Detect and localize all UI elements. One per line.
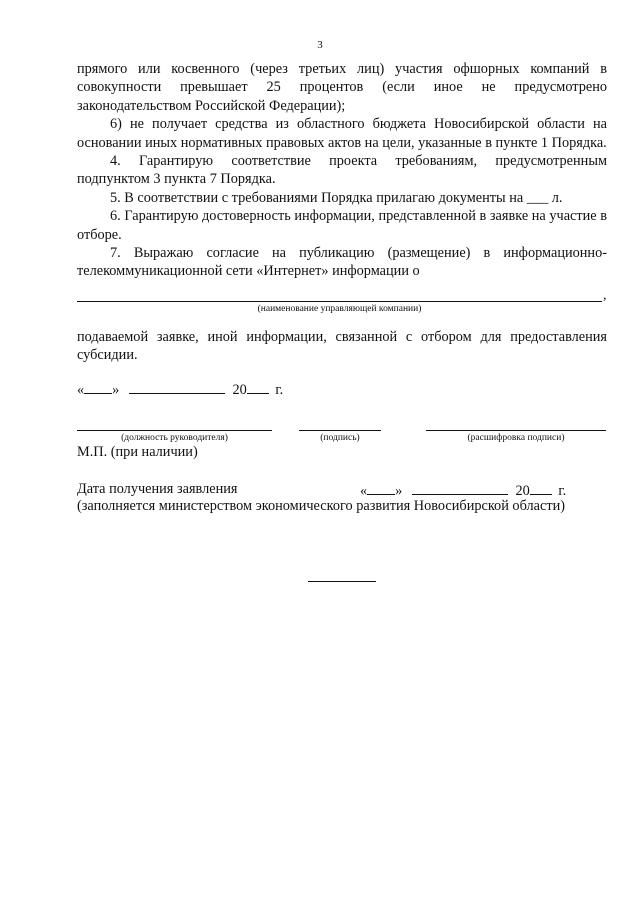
receipt-year-suffix: г. (558, 483, 567, 499)
signature-caption: (подпись) (320, 433, 360, 443)
decoding-line (426, 430, 606, 431)
paragraph-item-7-consent: 7. Выражаю согласие на публикацию (размещение) в информационно-телекоммуникационной сети «Интернет» информации о (77, 245, 607, 280)
end-separator-line (308, 581, 376, 582)
signature-line (299, 430, 381, 431)
paragraph-item-4-guarantee: 4. Гарантирую соответствие проекта требованиям, предусмотренным подпунктом 3 пункта 7 Порядка. (77, 153, 607, 188)
receipt-open-quote: « (360, 483, 368, 499)
date-open-quote: « (77, 382, 85, 398)
receipt-year-blank (530, 481, 552, 495)
receipt-day-blank (367, 481, 395, 495)
receipt-note: (заполняется министерством экономического развития Новосибирской области) (77, 498, 565, 514)
paragraph-after-company: подаваемой заявке, иной информации, связанной с отбором для предоставления субсидии. (77, 329, 607, 364)
paragraph-item-6-accuracy: 6. Гарантирую достоверность информации, представленной в заявке на участие в отборе. (77, 208, 607, 243)
receipt-close-quote: » (395, 483, 403, 499)
company-name-caption: (наименование управляющей компании) (257, 304, 422, 314)
page-number: 3 (317, 39, 323, 51)
receipt-label: Дата получения заявления (77, 481, 238, 497)
month-blank (129, 380, 225, 394)
paragraph-item-5-documents: 5. В соответствии с требованиями Порядка прилагаю документы на ___ л. (110, 189, 563, 206)
decoding-caption: (расшифровка подписи) (467, 433, 565, 443)
year-prefix: 20 (232, 382, 247, 398)
stamp-text: М.П. (при наличии) (77, 444, 198, 460)
paragraph-offshore: прямого или косвенного (через третьих лиц) участия офшорных компаний в совокупности превышает 25 процентов (если иное не предусмотрено законодательством Российской Федерации); (77, 61, 607, 114)
after-company-text-block (77, 328, 607, 365)
day-blank (84, 380, 112, 394)
company-line-comma: , (603, 288, 607, 303)
position-caption: (должность руководителя) (121, 433, 228, 443)
year-blank (247, 380, 269, 394)
receipt-month-blank (412, 481, 508, 495)
receipt-year-prefix: 20 (515, 483, 530, 499)
paragraph-item-6-budget: 6) не получает средства из областного бюджета Новосибирской области на основании иных нормативных правовых актов на цели, указанные в пункте 1 Порядка. (77, 116, 607, 151)
company-name-line (77, 301, 602, 302)
year-suffix: г. (275, 382, 284, 398)
position-line (77, 430, 272, 431)
date-close-quote: » (112, 382, 120, 398)
document-body (77, 60, 607, 281)
date-line (77, 380, 283, 399)
